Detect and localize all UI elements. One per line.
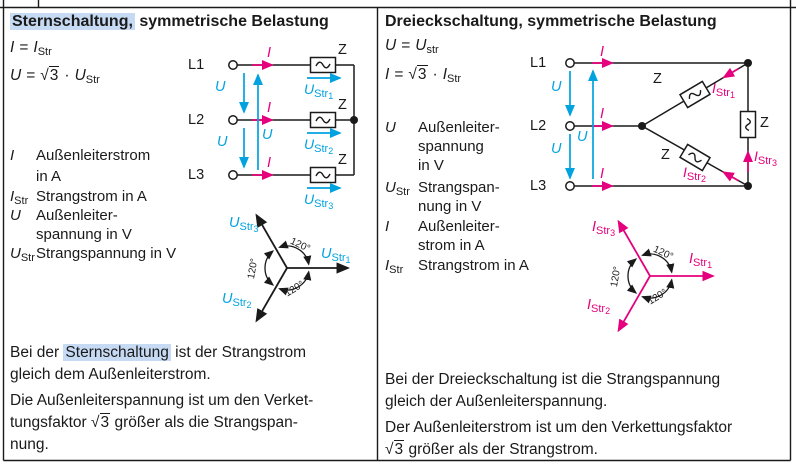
delta-phasor-graphics: [619, 221, 714, 330]
impedance-box-top: [680, 81, 710, 107]
angle-label: 120°: [288, 236, 312, 255]
legend-item: U Außenleiter-: [10, 207, 118, 224]
angle-label: 120°: [283, 279, 307, 300]
strand-voltage-label: $U_{Str3}$: [304, 191, 334, 211]
legend-item: strom in A: [418, 237, 485, 254]
phase-label-l1: L1: [530, 55, 547, 71]
legend-item: $U_{Str}$ Strangspan-: [385, 179, 500, 198]
left-statement-2-line2: tungsfaktor √3 größer als die Strangspan-: [10, 414, 298, 431]
star-phasor-graphics: [257, 215, 349, 321]
left-formula-1: $I = I_{Str}$: [10, 39, 52, 58]
phasor-label-ustr2: $U_{Str2}$: [222, 291, 252, 310]
star-point-node: [350, 116, 358, 124]
left-statement-2-line1: Die Außenleiterspannung ist um den Verket-: [10, 392, 314, 409]
left-statement-1: Bei der Sternschaltung ist der Strangstrom: [10, 344, 307, 361]
legend-item: U Außenleiter-: [385, 119, 500, 136]
angle-label: 120°: [646, 287, 670, 308]
legend-item: in V: [418, 157, 444, 174]
voltage-label: U: [551, 79, 562, 95]
left-statement-2-line3: nung.: [10, 436, 49, 453]
phase-label-l2: L2: [530, 118, 547, 134]
current-label: I: [600, 44, 605, 60]
phase-label-l1: L1: [188, 57, 205, 73]
impedance-label: Z: [653, 71, 662, 87]
phasor-label-istr3: $I_{Str3}$: [592, 219, 616, 238]
impedance-label: Z: [760, 115, 769, 131]
terminal-circles: [229, 61, 237, 179]
highlight-term: Sternschaltung: [65, 344, 169, 361]
impedance-label: Z: [338, 97, 347, 113]
voltage-label: U: [262, 127, 273, 143]
current-label: I: [600, 106, 605, 122]
right-formula-1: $U = U_{str}$: [385, 37, 439, 56]
voltage-label: U: [217, 134, 228, 150]
legend-item: spannung: [418, 138, 484, 155]
highlight-term: Sternschaltung,: [12, 13, 133, 30]
voltage-label: U: [577, 129, 588, 145]
right-title: Dreieckschaltung, symmetrische Belastung: [385, 13, 717, 30]
right-statement-2-line1: Der Außenleiterstrom ist um den Verkettungsfaktor: [385, 419, 733, 436]
legend-item: $I_{Str}$ Strangstrom in A: [10, 188, 147, 207]
angle-label: 120°: [246, 257, 261, 280]
right-statement-1-line2: gleich der Außenleiterspannung.: [385, 393, 608, 410]
strand-current-label: $I_{Str1}$: [712, 80, 735, 100]
legend-item: in A: [36, 168, 62, 185]
angle-label: 120°: [651, 244, 675, 263]
strand-current-label: $I_{Str2}$: [683, 164, 706, 184]
right-statement-1-line1: Bei der Dreieckschaltung ist die Strangspannung: [385, 371, 721, 388]
right-formula-2: $I = √3 \cdot I_{Str}$: [385, 66, 462, 85]
strand-voltage-label: $U_{Str2}$: [304, 136, 334, 156]
strand-voltage-label: $U_{Str1}$: [304, 81, 334, 101]
legend-item: nung in V: [418, 198, 482, 215]
legend-item: $I_{Str}$ Strangstrom in A: [385, 257, 529, 276]
current-label: I: [267, 100, 272, 116]
phase-label-l3: L3: [530, 178, 547, 194]
left-formula-2: $U = √3 \cdot U_{Str}$: [10, 67, 100, 86]
left-statement-1-line2: gleich dem Außenleiterstrom.: [10, 366, 211, 383]
impedance-box-right: [741, 112, 756, 138]
impedance-label: Z: [338, 152, 347, 168]
phasor-label-istr1: $I_{Str1}$: [689, 251, 713, 270]
current-label: I: [600, 166, 605, 182]
right-statement-2-line2: √3 größer als der Strangstrom.: [385, 441, 598, 458]
phase-label-l2: L2: [188, 112, 205, 128]
phasor-label-ustr1: $U_{Str1}$: [321, 246, 351, 265]
legend-item: $U_{Str}Strangspannung$ in V: [10, 245, 177, 264]
legend-item: I Außenleiter-: [385, 218, 500, 235]
phasor-label-ustr3: $U_{Str3}$: [229, 215, 259, 234]
voltage-label: U: [551, 141, 562, 157]
legend-item: I Außenleiterstrom: [10, 147, 151, 164]
legend-item: spannung in V: [36, 226, 132, 243]
current-label: I: [267, 45, 272, 61]
strand-current-label: $I_{Str3}$: [754, 148, 777, 168]
angle-label: 120°: [609, 265, 624, 288]
phasor-label-istr2: $I_{Str2}$: [587, 297, 611, 316]
left-title: Sternschaltung, symmetrische Belastung: [12, 13, 329, 30]
phase-label-l3: L3: [188, 167, 205, 183]
impedance-label: Z: [338, 42, 347, 58]
current-label: I: [267, 155, 272, 171]
voltage-label: U: [215, 79, 226, 95]
impedance-label: Z: [661, 147, 670, 163]
